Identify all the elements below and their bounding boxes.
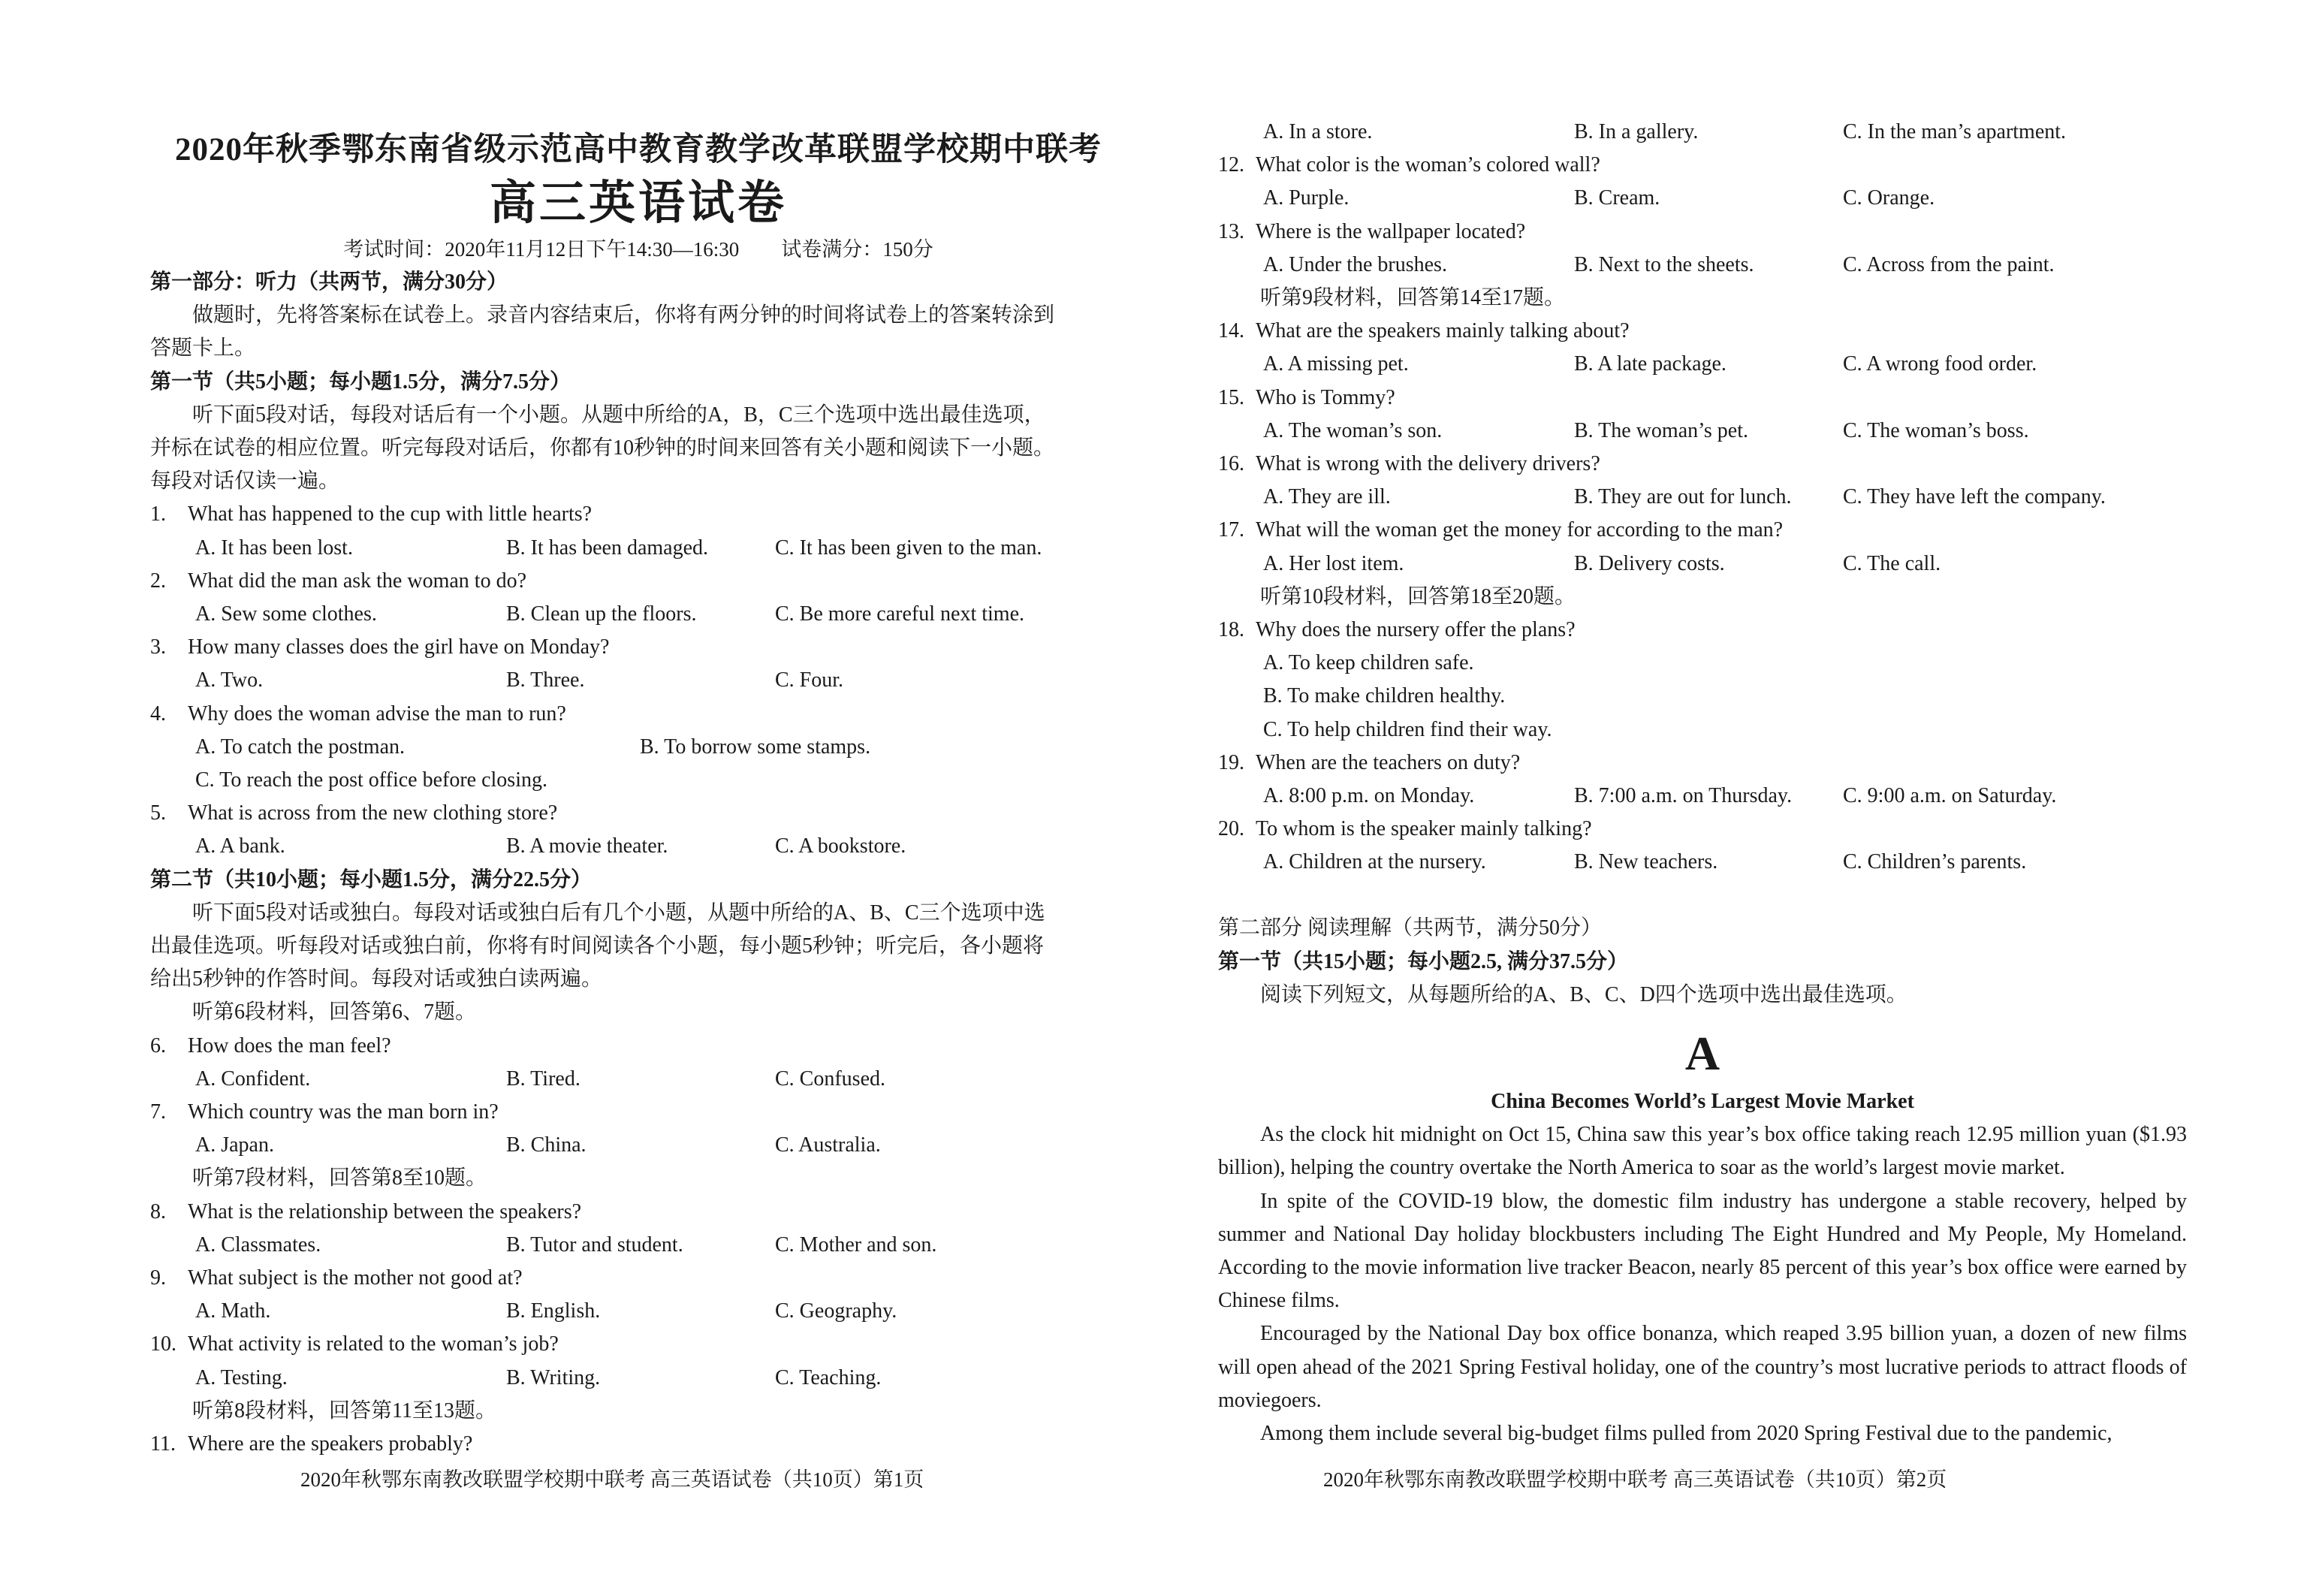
options-16 [1218,481,2187,514]
material-note: 听第8段材料，回答第11至13题。 [192,1398,496,1423]
question-number: 5. [150,801,166,825]
options-4 [150,731,1126,764]
option-b: B. In a gallery. [1574,120,1699,143]
option-c: C. They have left the company. [1843,485,2106,509]
section2-heading: 第二节（共10小题；每小题1.5分，满分22.5分） [150,867,593,892]
question-13 [1218,216,2187,249]
option-a: A. Purple. [1263,186,1350,210]
question-number: 6. [150,1033,166,1057]
part2-heading: 第二部分 阅读理解（共两节，满分50分） [1218,916,1603,940]
question-9 [150,1262,1126,1295]
option-b: B. To make children healthy. [1263,684,1506,708]
option-b: B. Tired. [506,1067,581,1091]
question-10 [150,1328,1126,1361]
option-c: C. In the man’s apartment. [1843,120,2067,143]
option-a: A. It has been lost. [195,536,353,560]
option-c: C. 9:00 a.m. on Saturday. [1843,783,2057,807]
part1-heading: 第一部分：听力（共两节，满分30分） [150,270,508,294]
option-c: C. The call. [1843,551,1941,575]
options-12 [1218,182,2187,215]
option-c: C. To reach the post office before closing. [195,768,547,792]
option-c: C. Children’s parents. [1843,850,2027,874]
question-number: 10. [150,1332,176,1356]
question-text: How does the man feel? [188,1033,391,1057]
question-text: What is across from the new clothing store? [188,801,558,825]
option-b: B. Writing. [506,1365,601,1389]
question-number: 15. [1218,385,1244,409]
page-footer: 2020年秋鄂东南教改联盟学校期中联考 高三英语试卷（共10页）第1页 [300,1468,924,1491]
option-a: A. Math. [195,1299,271,1323]
option-a: A. The woman’s son. [1263,418,1443,442]
question-number: 9. [150,1266,166,1290]
option-a: A. Confident. [195,1067,311,1091]
question-text: Which country was the man born in? [188,1100,499,1124]
question-7 [150,1096,1126,1129]
option-a: A. 8:00 p.m. on Monday. [1263,783,1475,807]
option-a: A. Children at the nursery. [1263,850,1486,874]
options-1 [150,532,1126,565]
question-text: What is wrong with the delivery drivers? [1256,451,1600,475]
option-a: A. Sew some clothes. [195,602,377,626]
question-5 [150,797,1126,830]
exam-time: 考试时间：2020年11月12日下午14:30—16:30 [343,238,740,261]
material-note: 听第7段材料，回答第8至10题。 [192,1166,487,1190]
material-note: 听第6段材料，回答第6、7题。 [192,1000,477,1024]
options-15 [1218,415,2187,448]
question-number: 18. [1218,617,1244,641]
question-number: 11. [150,1432,176,1456]
part1-instruction: 答题卡上。 [150,336,256,361]
option-a: A. Classmates. [195,1232,321,1257]
options-17 [1218,548,2187,581]
question-text: How many classes does the girl have on Monday? [188,635,610,659]
material-note: 听第10段材料，回答第18至20题。 [1260,584,1576,608]
option-c: C. Orange. [1843,186,1935,210]
option-b: B. They are out for lunch. [1574,485,1792,509]
question-number: 3. [150,635,166,659]
section1-instruction: 并标在试卷的相应位置。听完每段对话后，你都有10秒钟的时间来回答有关小题和阅读下一小题。 [150,436,1055,460]
passage-paragraph: In spite of the COVID-19 blow, the domestic film industry has undergone a stable recovery, helped by summer and National Day holiday blockbusters including The Eight Hundred and My People, My Homeland. According to the movie information live tracker Beacon, nearly 85 percent of this year’s box office were earned by Chinese films. [1218,1189,2187,1313]
section1-instruction: 每段对话仅读一遍。 [150,469,340,493]
options-7 [150,1129,1126,1162]
passage-title: China Becomes World’s Largest Movie Market [1491,1090,1914,1114]
question-text: To whom is the speaker mainly talking? [1256,817,1592,841]
passage-paragraph: Among them include several big-budget films pulled from 2020 Spring Festival due to the pandemic, [1260,1421,2113,1445]
question-text: What did the man ask the woman to do? [188,569,526,593]
question-text: Where are the speakers probably? [188,1432,473,1456]
question-4 [150,698,1126,731]
exam-score: 试卷满分：150分 [781,238,933,261]
page-footer: 2020年秋鄂东南教改联盟学校期中联考 高三英语试卷（共10页）第2页 [1323,1468,1947,1491]
option-b: B. Clean up the floors. [506,602,697,626]
option-a: A. Under the brushes. [1263,252,1447,276]
options-13 [1218,249,2187,282]
question-text: What will the woman get the money for according to the man? [1256,518,1784,542]
question-text: What has happened to the cup with little hearts? [188,502,593,526]
question-1 [150,498,1126,531]
option-row [1218,647,2187,680]
options-14 [1218,348,2187,381]
option-c: C. Geography. [775,1299,897,1323]
options-11 [1218,116,2187,149]
question-number: 14. [1218,319,1244,343]
question-16 [1218,448,2187,481]
question-text: What are the speakers mainly talking about? [1256,319,1630,343]
option-b: B. To borrow some stamps. [640,735,871,759]
section2-instruction: 听下面5段对话或独白。每段对话或独白后有几个小题，从题中所给的A、B、C三个选项中选 [192,901,1045,925]
option-c: C. Across from the paint. [1843,252,2055,276]
option-c: C. A bookstore. [775,834,906,858]
question-text: Where is the wallpaper located? [1256,219,1526,243]
option-c: C. To help children find their way. [1263,717,1552,741]
question-text: What subject is the mother not good at? [188,1266,523,1290]
question-number: 12. [1218,153,1244,177]
question-18 [1218,614,2187,647]
part1-instruction: 做题时，先将答案标在试卷上。录音内容结束后，你将有两分钟的时间将试卷上的答案转涂到 [192,303,1055,327]
option-b: B. A late package. [1574,352,1726,376]
question-text: What color is the woman’s colored wall? [1256,153,1600,177]
option-c: C. Teaching. [775,1365,882,1389]
option-a: A. A bank. [195,834,285,858]
exam-info [150,233,1126,266]
part2-instruction: 阅读下列短文，从每题所给的A、B、C、D四个选项中选出最佳选项。 [1260,982,1907,1006]
question-6 [150,1030,1126,1063]
option-a: A. Her lost item. [1263,551,1404,575]
option-c: C. Be more careful next time. [775,602,1024,626]
section2-instruction: 出最佳选项。听每段对话或独白前，你将有时间阅读各个小题，每小题5秒钟；听完后，各小题将 [150,934,1045,958]
option-b: B. Cream. [1574,186,1660,210]
question-19 [1218,747,2187,780]
question-15 [1218,382,2187,415]
question-text: When are the teachers on duty? [1256,750,1521,774]
option-c: C. A wrong food order. [1843,352,2037,376]
exam-title: 2020年秋季鄂东南省级示范高中教育教学改革联盟学校期中联考 [175,132,1102,167]
option-row [1218,714,2187,747]
question-3 [150,631,1126,664]
question-12 [1218,149,2187,182]
question-text: Why does the nursery offer the plans? [1256,617,1576,641]
options-2 [150,598,1126,631]
passage-letter: A [1684,1027,1720,1081]
option-a: A. Testing. [195,1365,288,1389]
passage-paragraph: Encouraged by the National Day box office bonanza, which reaped 3.95 billion yuan, a dozen of new films will open ahead of the 2021 Spring Festival holiday, one of the country’s most lucrative periods to attract floods of moviegoers. [1218,1322,2187,1412]
option-a: A. In a store. [1263,120,1373,143]
question-8 [150,1196,1126,1229]
option-a: A. Two. [195,668,264,692]
option-row [1218,680,2187,713]
options-5 [150,830,1126,863]
option-c: C. Mother and son. [775,1232,937,1257]
paper-title: 高三英语试卷 [489,178,787,229]
options-20 [1218,846,2187,879]
option-c: C. Four. [775,668,844,692]
option-c: C. Australia. [775,1133,881,1157]
option-b: B. English. [506,1299,601,1323]
option-b: B. Tutor and student. [506,1232,683,1257]
material-note: 听第9段材料，回答第14至17题。 [1260,285,1566,309]
option-c: C. It has been given to the man. [775,536,1042,560]
option-a: A. To keep children safe. [1263,651,1474,675]
exam-page-2 [1218,0,2187,1596]
options-9 [150,1295,1126,1328]
question-2 [150,565,1126,598]
part2-section1-heading: 第一节（共15小题；每小题2.5, 满分37.5分） [1218,949,1629,973]
question-number: 16. [1218,451,1244,475]
question-number: 2. [150,569,166,593]
option-b: B. Delivery costs. [1574,551,1725,575]
section1-heading: 第一节（共5小题；每小题1.5分，满分7.5分） [150,370,571,394]
question-number: 17. [1218,518,1244,542]
option-a: A. A missing pet. [1263,352,1409,376]
option-b: B. A movie theater. [506,834,668,858]
option-b: B. It has been damaged. [506,536,709,560]
question-number: 7. [150,1100,166,1124]
question-text: What activity is related to the woman’s job? [188,1332,559,1356]
question-number: 1. [150,502,166,526]
passage-paragraph: As the clock hit midnight on Oct 15, China saw this year’s box office taking reach 12.95 million yuan ($1.93 billion), helping the country overtake the North America to soar as the world’s largest movie market. [1218,1123,2187,1180]
question-number: 20. [1218,817,1244,841]
options-10 [150,1362,1126,1395]
option-b: B. The woman’s pet. [1574,418,1749,442]
option-a: A. To catch the postman. [195,735,406,759]
option-b: B. Three. [506,668,585,692]
section1-instruction: 听下面5段对话，每段对话后有一个小题。从题中所给的A，B，C三个选项中选出最佳选项， [192,403,1045,427]
options-6 [150,1063,1126,1096]
question-17 [1218,514,2187,547]
option-b: B. Next to the sheets. [1574,252,1754,276]
option-c: C. The woman’s boss. [1843,418,2029,442]
option-b: B. China. [506,1133,587,1157]
question-text: Who is Tommy? [1256,385,1395,409]
question-14 [1218,315,2187,348]
option-b: B. New teachers. [1574,850,1718,874]
section2-instruction: 给出5秒钟的作答时间。每段对话或独白读两遍。 [150,967,603,991]
question-text: Why does the woman advise the man to run? [188,701,566,726]
question-number: 19. [1218,750,1244,774]
question-number: 13. [1218,219,1244,243]
option-a: A. Japan. [195,1133,274,1157]
question-number: 4. [150,701,166,726]
question-text: What is the relationship between the speakers? [188,1199,582,1223]
question-11 [150,1428,1126,1461]
options-4-cont [150,764,1126,797]
question-number: 8. [150,1199,166,1223]
options-19 [1218,780,2187,813]
options-8 [150,1229,1126,1262]
option-b: B. 7:00 a.m. on Thursday. [1574,783,1793,807]
option-c: C. Confused. [775,1067,885,1091]
option-a: A. They are ill. [1263,485,1391,509]
options-3 [150,664,1126,697]
exam-page-1 [150,0,1126,1596]
question-20 [1218,813,2187,846]
